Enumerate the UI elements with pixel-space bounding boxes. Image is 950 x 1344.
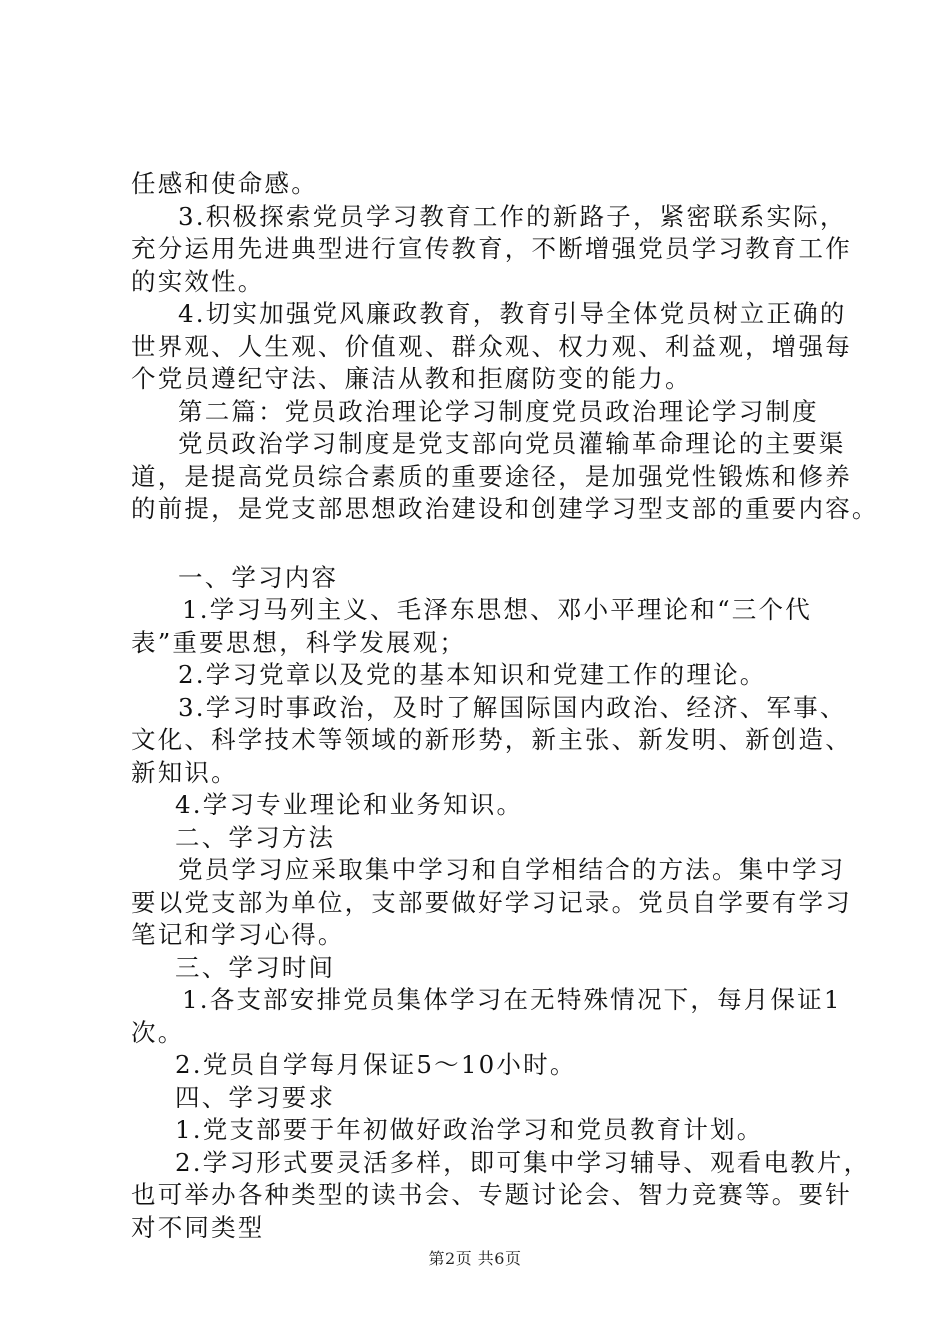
text-line: 个党员遵纪守法、廉洁从教和拒腐防变的能力。 [131,364,692,393]
text-line: 1.学习马列主义、毛泽东思想、邓小平理论和“三个代 [182,595,812,624]
text-line: 3.学习时事政治，及时了解国际国内政治、经济、军事、 [178,692,847,722]
text-line: 党员学习应采取集中学习和自学相结合的方法。集中学习 [178,855,846,884]
text-line: 3.积极探索党员学习教育工作的新路子，紧密联系实际， [178,201,847,231]
page-number-footer: 第2页 共6页 [428,1249,522,1268]
text-line: 充分运用先进典型进行宣传教育，不断增强党员学习教育工作 [131,234,852,263]
text-line: 1.各支部安排党员集体学习在无特殊情况下，每月保证1 [182,985,842,1014]
text-line: 2.学习形式要灵活多样，即可集中学习辅导、观看电教片， [175,1147,871,1177]
text-line: 的前提，是党支部思想政治建设和创建学习型支部的重要内容。 [131,494,879,523]
text-line: 也可举办各种类型的读书会、专题讨论会、智力竞赛等。要针 [131,1180,852,1209]
text-line: 世界观、人生观、价值观、群众观、权力观、利益观，增强每 [131,331,852,361]
blank-line [131,526,841,562]
subsection-heading: 一、学习内容 [178,562,339,592]
section-heading: 第二篇：党员政治理论学习制度党员政治理论学习制度 [178,396,819,426]
text-line: 文化、科学技术等领域的新形势，新主张、新发明、新创造、 [131,725,852,754]
subsection-heading: 四、学习要求 [175,1082,336,1112]
text-line: 任感和使命感。 [131,169,318,198]
text-line: 1.党支部要于年初做好政治学习和党员教育计划。 [175,1115,764,1144]
text-line: 新知识。 [131,757,238,787]
text-line: 4.切实加强党风廉政教育，教育引导全体党员树立正确的 [178,299,847,328]
text-line: 2.学习党章以及党的基本知识和党建工作的理论。 [178,660,767,689]
text-line: 道，是提高党员综合素质的重要途径，是加强党性锻炼和修养 [131,461,852,491]
subsection-heading: 三、学习时间 [175,952,336,982]
text-line: 表”重要思想，科学发展观； [131,627,467,657]
text-line: 次。 [131,1017,185,1047]
text-line: 党员政治学习制度是党支部向党员灌输革命理论的主要渠 [178,429,846,458]
text-line: 笔记和学习心得。 [131,920,345,949]
text-line: 的实效性。 [131,266,265,296]
text-line: 要以党支部为单位，支部要做好学习记录。党员自学要有学习 [131,887,852,917]
subsection-heading: 二、学习方法 [175,822,336,852]
text-line: 对不同类型 [131,1212,265,1242]
text-line: 4.学习专业理论和业务知识。 [175,790,524,819]
text-line: 2.党员自学每月保证5～10小时。 [175,1050,577,1079]
document-body [131,168,879,1244]
